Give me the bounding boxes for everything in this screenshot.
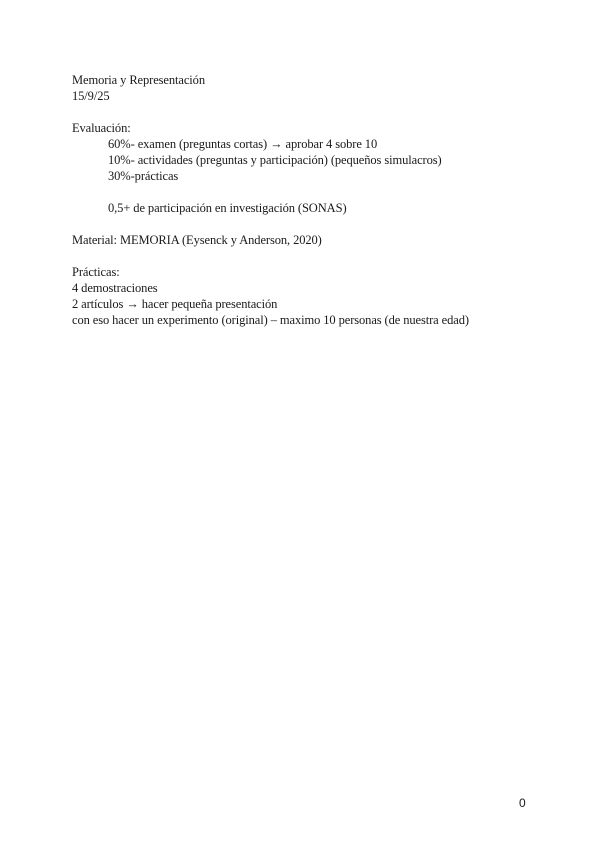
- evaluacion-item-actividades: 10%- actividades (preguntas y participación) (pequeños simulacros): [108, 153, 442, 167]
- practicas-heading: Prácticas:: [72, 265, 120, 279]
- practicas-line-experimento: con eso hacer un experimento (original) – maximo 10 personas (de nuestra edad): [72, 313, 469, 327]
- document-title: Memoria y Representación: [72, 73, 205, 87]
- document-date: 15/9/25: [72, 89, 110, 103]
- evaluacion-extra: 0,5+ de participación en investigación (SONAS): [108, 201, 347, 215]
- evaluacion-item-examen: 60%- examen (preguntas cortas) → aprobar 4 sobre 10: [108, 137, 378, 151]
- evaluacion-item-practicas: 30%-prácticas: [108, 169, 179, 183]
- practicas-line-demostraciones: 4 demostraciones: [72, 281, 158, 295]
- practicas-line-articulos: 2 artículos → hacer pequeña presentación: [72, 297, 278, 311]
- evaluacion-heading: Evaluación:: [72, 121, 131, 135]
- material-line: Material: MEMORIA (Eysenck y Anderson, 2020): [72, 233, 322, 247]
- page-number: 0: [519, 796, 526, 810]
